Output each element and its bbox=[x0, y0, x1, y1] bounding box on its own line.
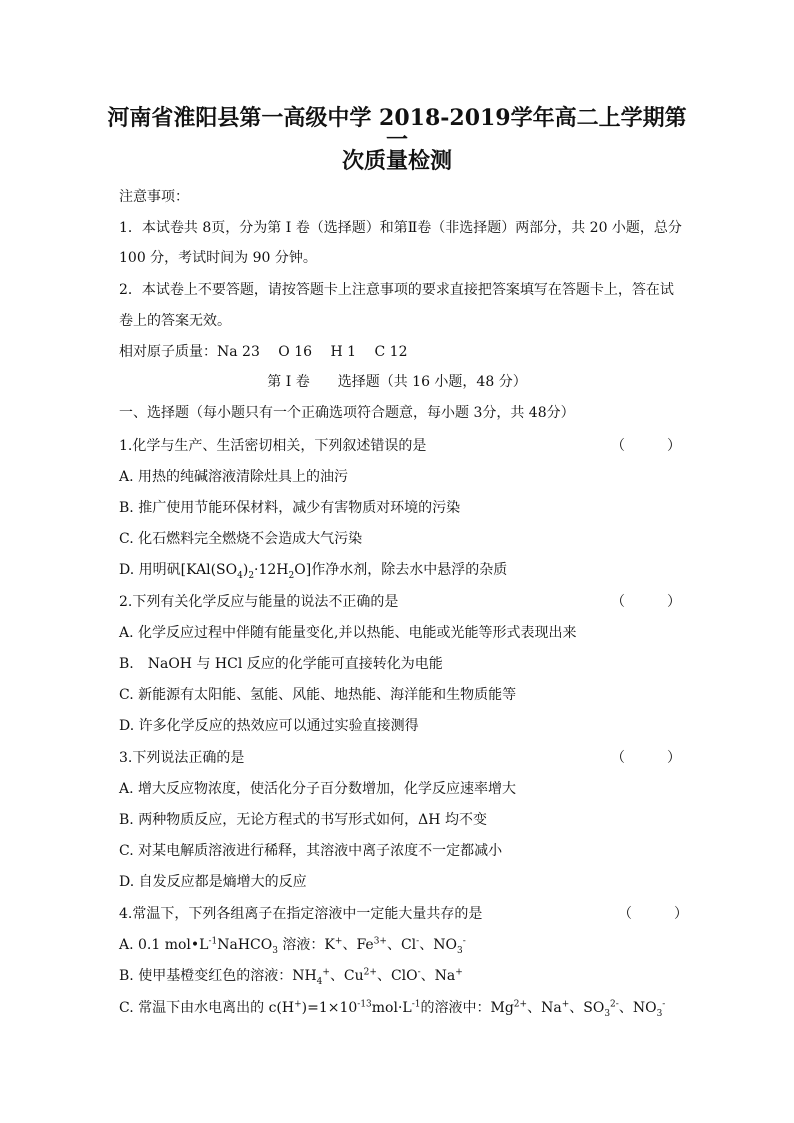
answer-blank: （ ） bbox=[611, 750, 681, 766]
option-c: C. 化石燃料完全燃烧不会造成大气污染 bbox=[119, 531, 363, 547]
option-d: D. 用明矾$[KAl(SO_4)_2\cdot 12H_2O]$作净水剂，除去水中悬浮的杂质 bbox=[119, 562, 508, 581]
section-instruction: 一、选择题（每小题只有一个正确选项符合题意，每小题 3分，共 48分） bbox=[119, 405, 575, 421]
question-stem: 4.常温下，下列各组离子在指定溶液中一定能大量共存的是 bbox=[119, 906, 483, 922]
option-a: A. 用热的纯碱溶液清除灶具上的油污 bbox=[119, 469, 349, 485]
notice-item-1-line-1: 1．本试卷共 8页，分为第 I 卷（选择题）和第Ⅱ卷（非选择题）两部分，共 20 小题，总分 bbox=[119, 220, 682, 236]
notice-item-2-line-1: 2．本试卷上不要答题，请按答题卡上注意事项的要求直接把答案填写在答题卡上，答在试 bbox=[119, 282, 674, 298]
option-c: C. 对某电解质溶液进行稀释，其溶液中离子浓度不一定都减小 bbox=[119, 843, 503, 859]
option-b: B. 推广使用节能环保材料，减少有害物质对环境的污染 bbox=[119, 500, 461, 516]
option-d: D. 自发反应都是熵增大的反应 bbox=[119, 874, 307, 890]
title-line-2: 次质量检测 bbox=[341, 148, 452, 174]
notice-item-2-line-2: 卷上的答案无效。 bbox=[119, 313, 231, 329]
atomic-mass-line: 相对原子质量：Na 23 O 16 H 1 C 12 bbox=[119, 344, 408, 360]
title-line-1: 河南省淮阳县第一高级中学 2018-2019学年高二上学期第一 bbox=[107, 105, 687, 153]
option-b: B. 两种物质反应，无论方程式的书写形式如何，ΔH 均不变 bbox=[119, 812, 487, 828]
answer-blank: （ ） bbox=[611, 594, 681, 610]
notice-heading: 注意事项： bbox=[119, 189, 189, 205]
option-a: A. 0.1 $mol•L^{-1}NaHCO_3$ 溶液：K+、$Fe^{3+}$、Cl-、$NO_3^-$ bbox=[119, 936, 466, 956]
question-stem: 3.下列说法正确的是 bbox=[119, 750, 245, 766]
option-d: D. 许多化学反应的热效应可以通过实验直接测得 bbox=[119, 718, 419, 734]
option-a: A. 化学反应过程中伴随有能量变化,并以热能、电能或光能等形式表现出来 bbox=[119, 625, 577, 641]
answer-blank: （ ） bbox=[611, 438, 681, 454]
option-b: B. 使甲基橙变红色的溶液：$NH_4^+$、$Cu^{2+}$、ClO-、Na+ bbox=[119, 967, 463, 987]
option-c: C. 新能源有太阳能、氢能、风能、地热能、海洋能和生物质能等 bbox=[119, 687, 517, 703]
option-c: C. 常温下由水电离出的 $c(H^+)=1\times 10^{-13}mol\cdot L^{-1}$的溶液中：$Mg^{2+}$、Na+、$SO_3^{2-}$、$NO_3^-$ bbox=[119, 999, 666, 1019]
question-stem: 2.下列有关化学反应与能量的说法不正确的是 bbox=[119, 594, 399, 610]
notice-item-1-line-2: 100 分，考试时间为 90 分钟。 bbox=[119, 250, 317, 266]
section-title: 第 I 卷 选择题（共 16 小题，48 分） bbox=[267, 374, 527, 390]
option-b: B. NaOH 与 HCl 反应的化学能可直接转化为电能 bbox=[119, 656, 443, 672]
option-a: A. 增大反应物浓度，使活化分子百分数增加，化学反应速率增大 bbox=[119, 781, 517, 797]
question-stem: 1.化学与生产、生活密切相关，下列叙述错误的是 bbox=[119, 438, 427, 454]
answer-blank: （ ） bbox=[618, 906, 688, 922]
